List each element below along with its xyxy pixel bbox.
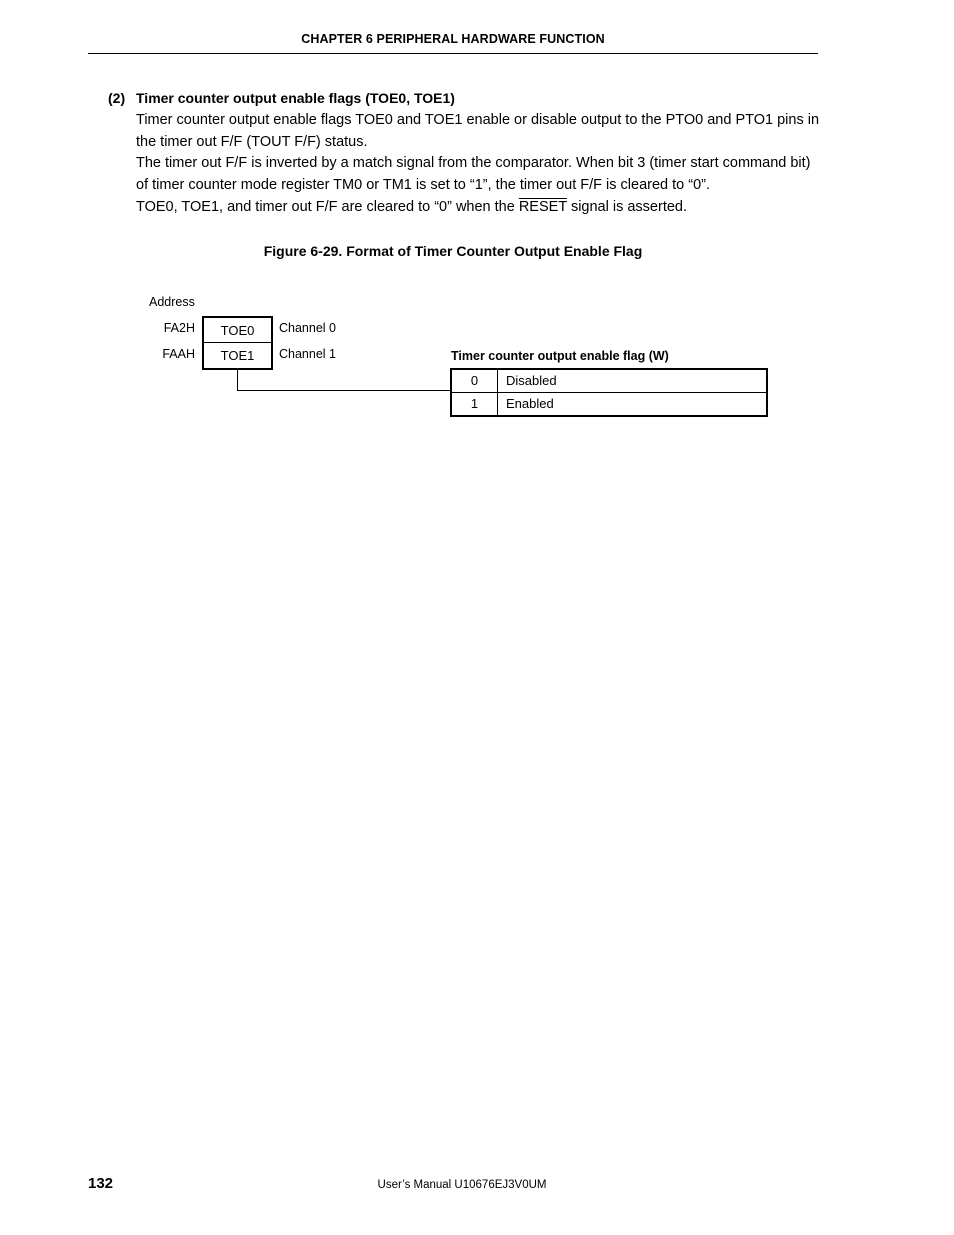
section-title: Timer counter output enable flags (TOE0, TOE1) <box>136 90 455 106</box>
body-line-4: of timer counter mode register TM0 or TM1 is set to “1”, the timer out F/F is cleared to “0”. <box>136 177 711 193</box>
flag-description: Disabled <box>506 373 557 388</box>
flag-value: 0 <box>452 370 498 392</box>
connector-horizontal <box>237 390 451 391</box>
flag-row-0 <box>452 370 766 392</box>
register-toe0: TOE0 <box>202 316 273 343</box>
flag-table <box>450 368 768 417</box>
flag-description: Enabled <box>506 396 554 411</box>
body-line-5 <box>136 199 687 215</box>
header-rule <box>88 53 818 54</box>
channel-1-label: Channel 1 <box>279 347 336 361</box>
body-line-5-after: signal is asserted. <box>566 199 688 215</box>
reset-signal: RESET <box>518 199 567 215</box>
flag-row-1 <box>452 392 766 415</box>
body-line-3: The timer out F/F is inverted by a match signal from the comparator. When bit 3 (timer start command bit) <box>136 155 811 171</box>
section-number: (2) <box>108 90 126 106</box>
figure-title: Figure 6-29. Format of Timer Counter Output Enable Flag <box>263 243 643 259</box>
chapter-header: CHAPTER 6 PERIPHERAL HARDWARE FUNCTION <box>301 32 605 46</box>
body-line-2: the timer out F/F (TOUT F/F) status. <box>136 134 368 150</box>
register-toe1: TOE1 <box>202 342 273 370</box>
flag-table-title: Timer counter output enable flag (W) <box>451 349 669 363</box>
address-label: Address <box>149 295 195 309</box>
channel-0-label: Channel 0 <box>279 321 336 335</box>
address-faah: FAAH <box>162 347 195 361</box>
flag-value: 1 <box>452 393 498 415</box>
footer-manual-id: User’s Manual U10676EJ3V0UM <box>377 1179 547 1191</box>
address-fa2h: FA2H <box>163 321 195 335</box>
body-line-1: Timer counter output enable flags TOE0 and TOE1 enable or disable output to the PTO0 and PTO1 pins in <box>136 112 820 128</box>
body-line-5-before: TOE0, TOE1, and timer out F/F are cleared to “0” when the <box>136 199 519 215</box>
page-number: 132 <box>88 1175 114 1192</box>
connector-vertical <box>237 370 238 391</box>
section-heading <box>108 90 455 106</box>
